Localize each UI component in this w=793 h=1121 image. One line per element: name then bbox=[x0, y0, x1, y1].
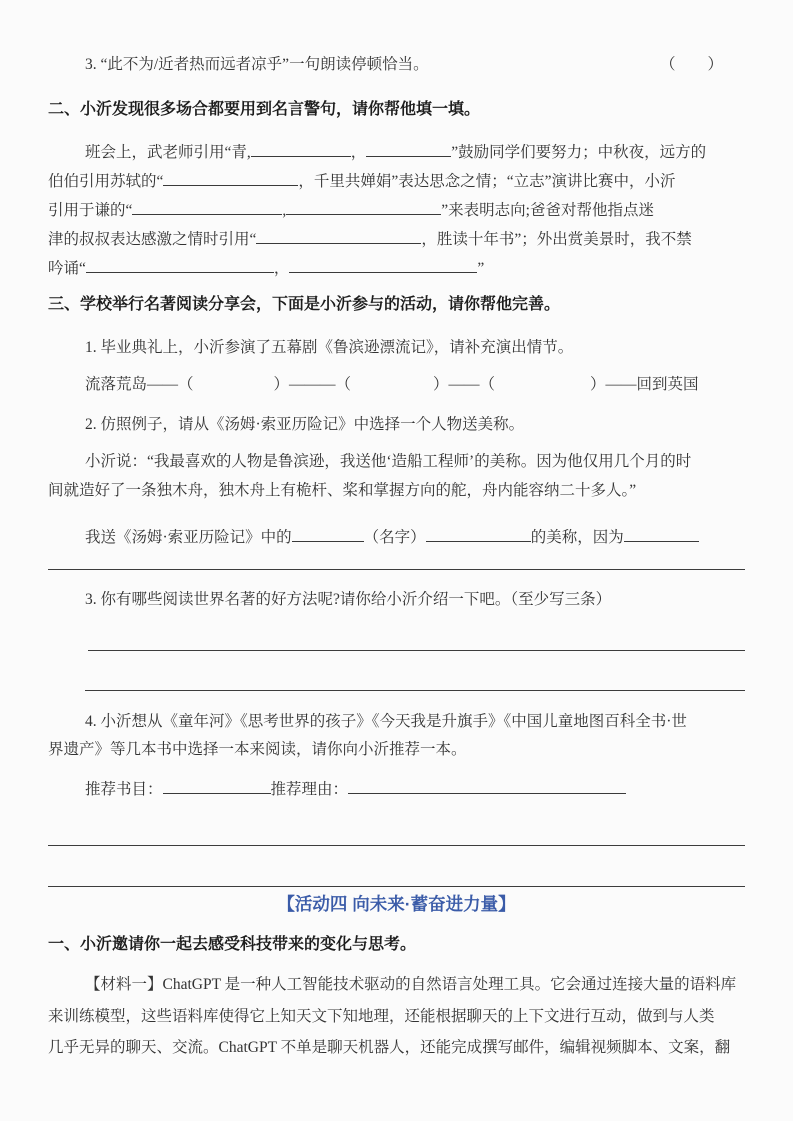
text-segment: 引用于谦的“ bbox=[48, 202, 133, 219]
section-two-heading: 二、小沂发现很多场合都要用到名言警句，请你帮他填一填。 bbox=[48, 101, 481, 118]
q4-prompt-line2: 界遗产》等几本书中选择一本来阅读，请你向小沂推荐一本。 bbox=[48, 741, 467, 758]
text-segment: ， bbox=[273, 260, 290, 277]
fill-in-blank-underline bbox=[256, 228, 421, 244]
activity-four-heading: 【活动四 向未来·蓄奋进力量】 bbox=[277, 894, 516, 914]
q1-prompt: 1. 毕业典礼上，小沂参演了五幕剧《鲁滨逊漂流记》，请补充演出情节。 bbox=[85, 339, 574, 356]
q4-prompt-line1: 4. 小沂想从《童年河》《思考世界的孩子》《今天我是升旗手》《中国儿童地图百科全书·世 bbox=[85, 713, 687, 730]
text-segment: 津的叔叔表达感激之情时引用“ bbox=[48, 231, 257, 248]
text-segment: （ bbox=[660, 56, 676, 73]
text-segment: 3. “此不为/近者热而远者凉乎”一句朗读停顿恰当。 bbox=[85, 56, 429, 73]
section-two-line2 bbox=[48, 170, 676, 194]
prev-q3-statement bbox=[85, 53, 429, 77]
fill-in-blank-underline bbox=[624, 526, 699, 542]
section-two-line5 bbox=[48, 257, 484, 281]
section-one-heading: 一、小沂邀请你一起去感受科技带来的变化与思考。 bbox=[48, 936, 417, 953]
text-segment: 流落荒岛——（ bbox=[85, 376, 194, 393]
q4-recommend-line bbox=[85, 778, 626, 802]
text-segment: ）——回到英国 bbox=[590, 376, 699, 393]
q2-prompt: 2. 仿照例子，请从《汤姆·索亚历险记》中选择一个人物送美称。 bbox=[85, 416, 525, 433]
prev-q3-answer-brackets bbox=[660, 53, 723, 77]
q1-plot-line bbox=[85, 373, 699, 397]
text-segment: , bbox=[282, 202, 287, 219]
text-segment: 吟诵“ bbox=[48, 260, 86, 277]
fill-in-blank-underline bbox=[348, 778, 626, 794]
answer-rule-4 bbox=[48, 845, 745, 846]
text-segment: 推荐书目： bbox=[85, 781, 163, 798]
fill-in-blank-underline bbox=[163, 778, 271, 794]
text-segment: ， bbox=[350, 144, 367, 161]
answer-rule-3 bbox=[85, 690, 745, 691]
material-one-line3: 几乎无异的聊天、交流。ChatGPT 不单是聊天机器人，还能完成撰写邮件，编辑视频脚本、文案，翻 bbox=[48, 1039, 731, 1056]
blank-gap bbox=[351, 388, 433, 389]
blank-gap bbox=[676, 68, 708, 69]
section-two-line1 bbox=[85, 141, 706, 165]
fill-in-blank-underline bbox=[289, 257, 477, 273]
fill-in-blank-underline bbox=[163, 170, 298, 186]
text-segment: 推荐理由： bbox=[270, 781, 349, 798]
text-segment: 伯伯引用苏轼的“ bbox=[48, 173, 164, 190]
fill-in-blank-underline bbox=[251, 141, 351, 157]
material-one-line2: 来训练模型，这些语料库使得它上知天文下知地理，还能根据聊天的上下文进行互动，做到与人类 bbox=[48, 1008, 715, 1025]
text-segment: （名字） bbox=[363, 529, 426, 546]
fill-in-blank-underline bbox=[286, 199, 441, 215]
text-segment: 班会上，武老师引用“青, bbox=[85, 144, 251, 161]
answer-rule-1 bbox=[48, 569, 745, 570]
text-segment: ”来表明志向;爸爸对帮他指点迷 bbox=[441, 202, 654, 219]
fill-in-blank-underline bbox=[426, 526, 531, 542]
section-two-line4 bbox=[48, 228, 692, 252]
q2-example-line1: 小沂说：“我最喜欢的人物是鲁滨逊，我送他‘造船工程师’的美称。因为他仅用几个月的时 bbox=[85, 453, 692, 470]
text-segment: ）———（ bbox=[273, 376, 352, 393]
section-two-line3 bbox=[48, 199, 654, 223]
material-one-line1: 【材料一】ChatGPT 是一种人工智能技术驱动的自然语言处理工具。它会通过连接大量的语料库 bbox=[85, 976, 737, 993]
text-segment: ” bbox=[477, 260, 485, 277]
q3-prompt: 3. 你有哪些阅读世界名著的好方法呢?请你给小沂介绍一下吧。（至少写三条） bbox=[85, 591, 612, 608]
text-segment: ） bbox=[707, 56, 724, 73]
text-segment: ，胜读十年书”；外出赏美景时，我不禁 bbox=[421, 231, 692, 248]
answer-rule-2 bbox=[88, 650, 745, 651]
q2-fill-line bbox=[85, 526, 699, 550]
blank-gap bbox=[495, 388, 590, 389]
text-segment: 的美称，因为 bbox=[530, 529, 624, 546]
text-segment: ”鼓励同学们要努力；中秋夜，远方的 bbox=[451, 144, 707, 161]
text-segment: ）——（ bbox=[433, 376, 496, 393]
blank-gap bbox=[194, 388, 274, 389]
section-three-heading: 三、学校举行名著阅读分享会，下面是小沂参与的活动，请你帮他完善。 bbox=[48, 296, 561, 313]
text-segment: 我送《汤姆·索亚历险记》中的 bbox=[85, 529, 292, 546]
fill-in-blank-underline bbox=[292, 526, 364, 542]
q2-example-line2: 间就造好了一条独木舟，独木舟上有桅杆、桨和掌握方向的舵，舟内能容纳二十多人。” bbox=[48, 482, 637, 499]
fill-in-blank-underline bbox=[132, 199, 282, 215]
answer-rule-5 bbox=[48, 886, 745, 887]
fill-in-blank-underline bbox=[366, 141, 451, 157]
text-segment: ，千里共婵娟”表达思念之情；“立志”演讲比赛中，小沂 bbox=[298, 173, 676, 190]
fill-in-blank-underline bbox=[86, 257, 274, 273]
